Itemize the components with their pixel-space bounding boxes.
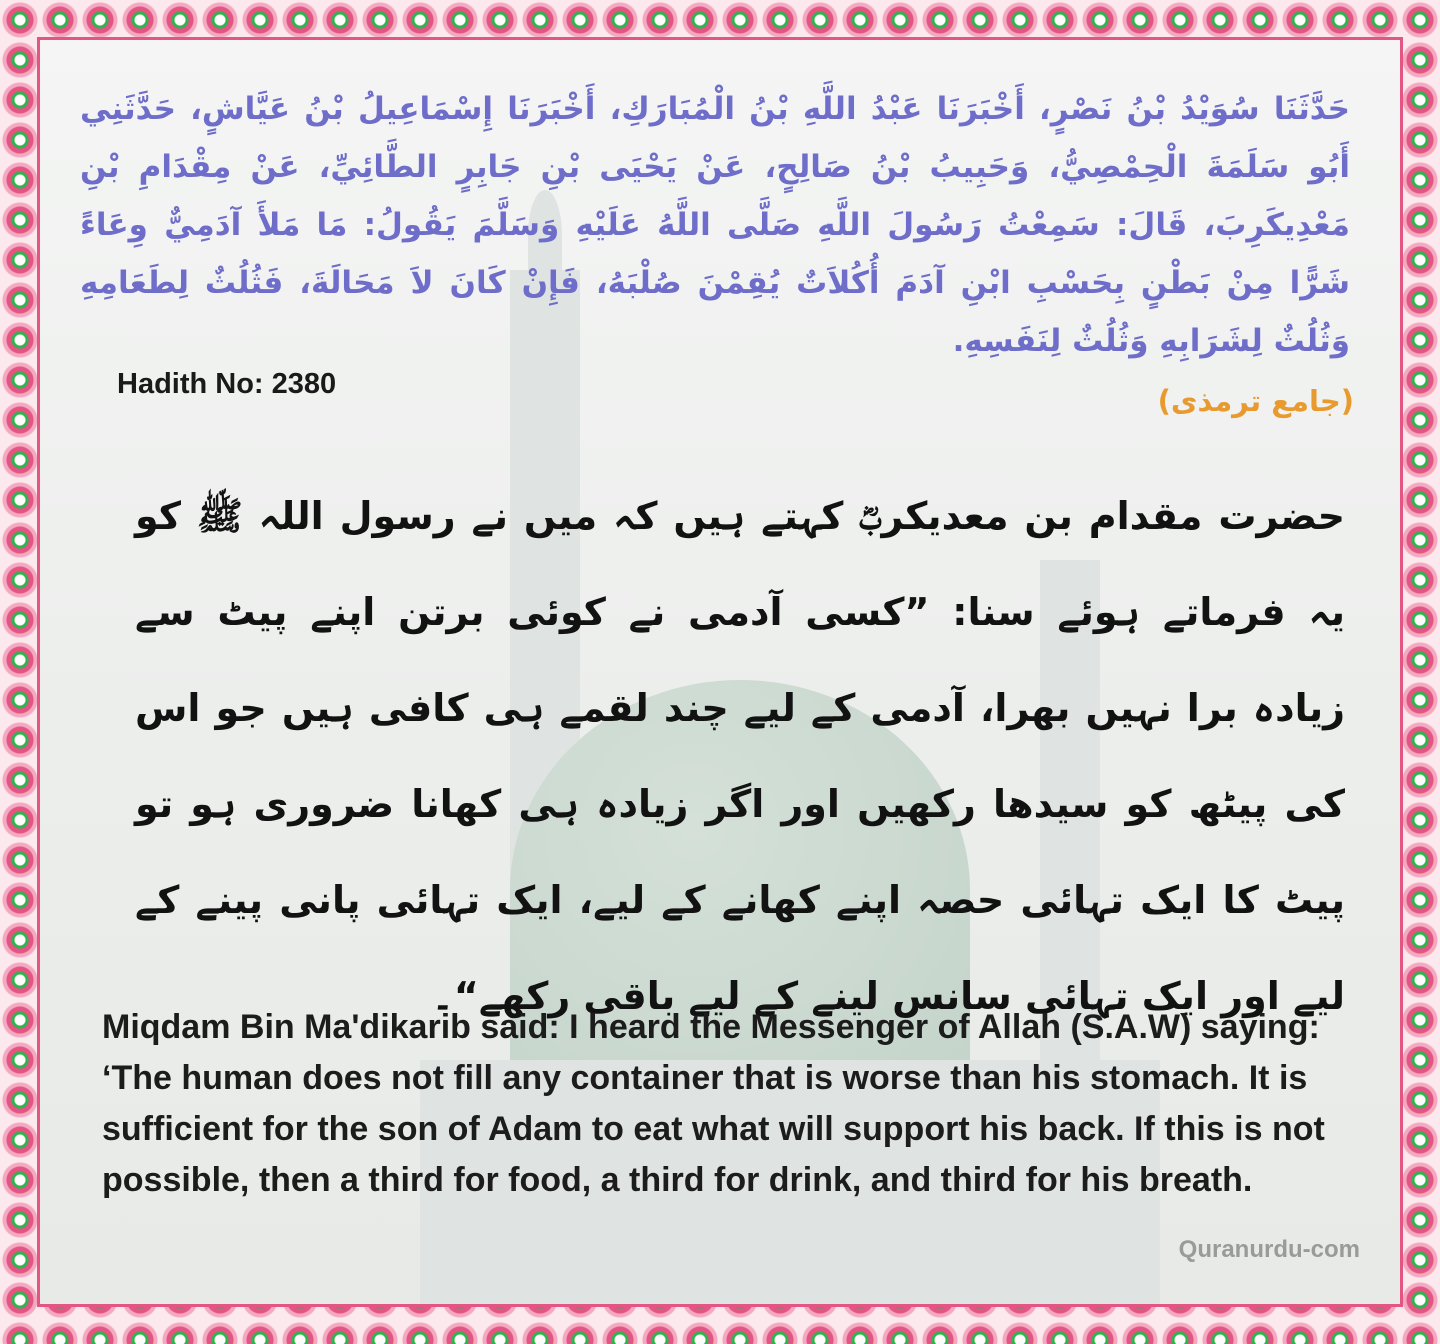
hadith-number: Hadith No: 2380 xyxy=(117,368,337,400)
site-watermark: Quranurdu-com xyxy=(1178,1236,1360,1263)
urdu-translation: حضرت مقدام بن معدیکربؓ کہتے ہیں کہ میں نے رسول اللہ ﷺ کو یہ فرماتے ہوئے سنا: ”کسی آدمی نے کوئی برتن اپنے پیٹ سے زیادہ برا نہیں بھرا، آدمی کے لیے چند لقمے ہی کافی ہیں جو اس کی پیٹھ کو سیدھا رکھیں اور اگر زیادہ ہی کھانا ضروری ہو تو پیٹ کا ایک تہائی حصہ اپنے کھانے کے لیے، ایک تہائی پانی پینے کے لیے اور ایک تہائی سانس لینے کے لیے باقی رکھے“۔ xyxy=(135,494,1345,1018)
english-translation: Miqdam Bin Ma'dikarib said: I heard the Messenger of Allah (S.A.W) saying: ‘The human does not fill any container that is worse than his stomach. It is sufficient for the son of Adam to eat what will support his back. If this is not possible, then a third for food, a third for drink, and third for his breath. xyxy=(102,1008,1325,1199)
hadith-content xyxy=(40,40,1400,1304)
hadith-card xyxy=(40,40,1400,1304)
source-label: (جامع ترمذی) xyxy=(1157,384,1354,418)
arabic-text: حَدَّثَنَا سُوَيْدُ بْنُ نَصْرٍ، أَخْبَرَنَا عَبْدُ اللَّهِ بْنُ الْمُبَارَكِ، أَخْبَرَنَا إِسْمَاعِيلُ بْنُ عَيَّاشٍ، حَدَّثَنِي أَبُو سَلَمَةَ الْحِمْصِيُّ، وَحَبِيبُ بْنُ صَالِحٍ، عَنْ يَحْيَى بْنِ جَابِرٍ الطَّائِيِّ، عَنْ مِقْدَامِ بْنِ مَعْدِيكَرِبَ، قَالَ: سَمِعْتُ رَسُولَ اللَّهِ صَلَّى اللَّهُ عَلَيْهِ وَسَلَّمَ يَقُولُ: مَا مَلأَ آدَمِيٌّ وِعَاءً شَرًّا مِنْ بَطْنٍ بِحَسْبِ ابْنِ آدَمَ أُكُلاَتٌ يُقِمْنَ صُلْبَهُ، فَإِنْ كَانَ لاَ مَحَالَةَ، فَثُلُثٌ لِطَعَامِهِ وَثُلُثٌ لِشَرَابِهِ وَثُلُثٌ لِنَفَسِهِ. xyxy=(80,91,1350,359)
